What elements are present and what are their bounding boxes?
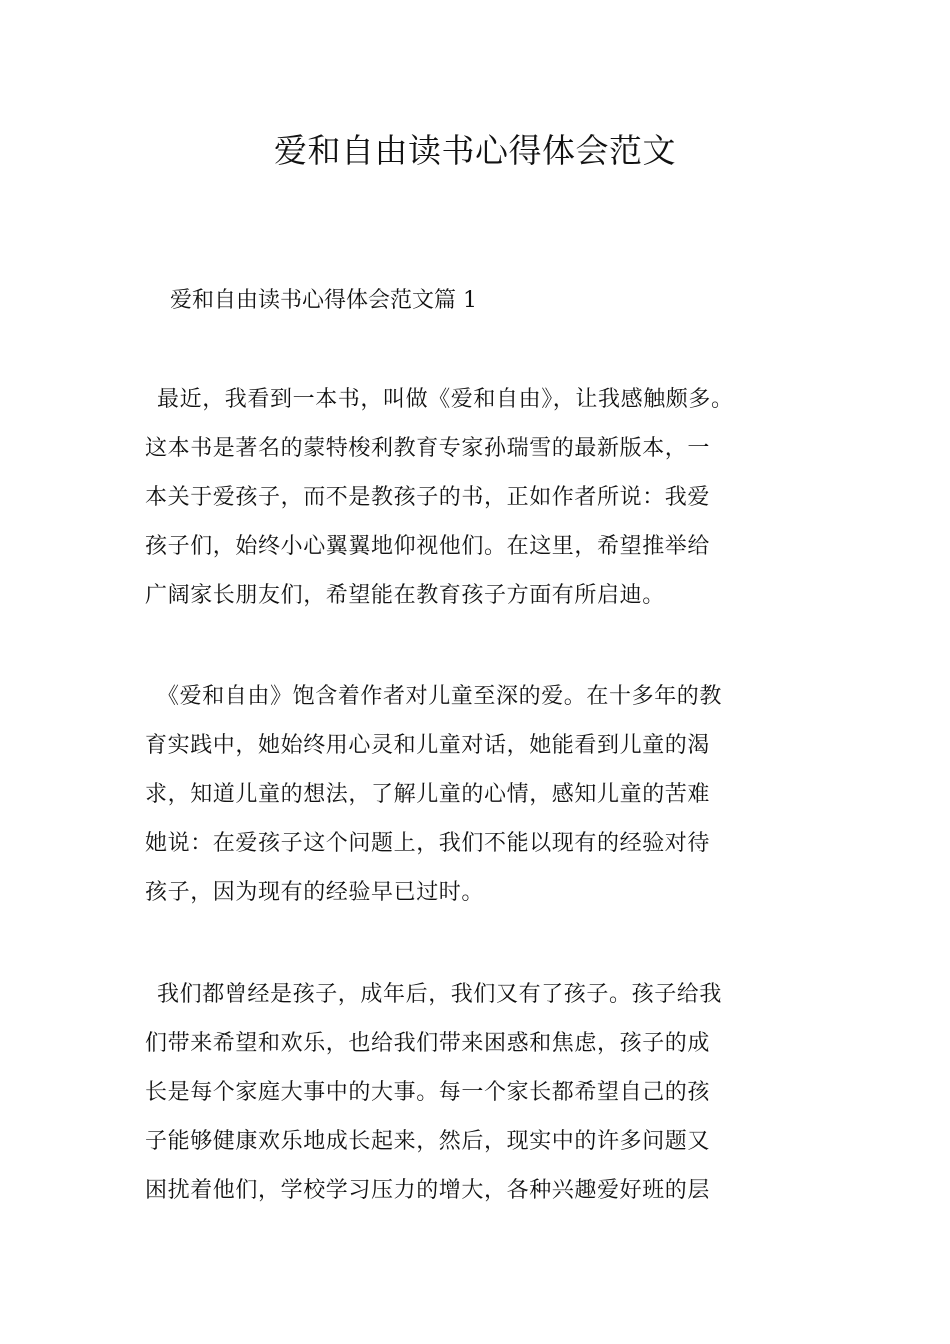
paragraph-line: 长是每个家庭大事中的大事。每一个家长都希望自己的孩 <box>145 1080 711 1105</box>
paragraph-line: 们带来希望和欢乐，也给我们带来困惑和焦虑，孩子的成 <box>145 1031 711 1056</box>
paragraph-line: 孩子，因为现有的经验早已过时。 <box>145 880 485 905</box>
paragraph-line: 最近，我看到一本书，叫做《爱和自由》，让我感触颇多。 <box>157 387 734 412</box>
paragraph-line: 本关于爱孩子，而不是教孩子的书，正如作者所说：我爱 <box>145 485 711 510</box>
paragraph-line: 我们都曾经是孩子，成年后，我们又有了孩子。孩子给我 <box>157 982 723 1007</box>
paragraph-line: 困扰着他们，学校学习压力的增大，各种兴趣爱好班的层 <box>145 1178 711 1203</box>
section-heading: 爱和自由读书心得体会范文篇 1 <box>170 288 477 313</box>
paragraph-line: 求，知道儿童的想法，了解儿童的心情，感知儿童的苦难 <box>145 782 711 807</box>
paragraph-line: 这本书是著名的蒙特梭利教育专家孙瑞雪的最新版本，一 <box>145 436 711 461</box>
paragraph-line: 育实践中，她始终用心灵和儿童对话，她能看到儿童的渴 <box>145 733 711 758</box>
document-title: 爱和自由读书心得体会范文 <box>274 131 676 170</box>
paragraph-line: 子能够健康欢乐地成长起来，然后，现实中的许多问题又 <box>145 1129 711 1154</box>
paragraph-line: 《爱和自由》饱含着作者对儿童至深的爱。在十多年的教 <box>157 684 723 709</box>
paragraph-line: 孩子们，始终小心翼翼地仰视他们。在这里，希望推举给 <box>145 534 711 559</box>
paragraph-line: 她说：在爱孩子这个问题上，我们不能以现有的经验对待 <box>145 831 711 856</box>
paragraph-line: 广阔家长朋友们，希望能在教育孩子方面有所启迪。 <box>145 583 665 608</box>
